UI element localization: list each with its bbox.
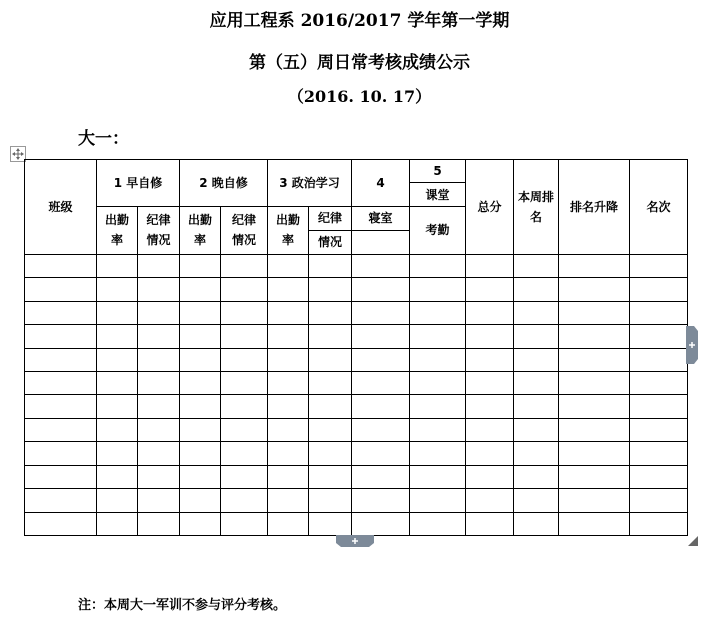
table-cell[interactable]	[180, 489, 221, 512]
table-cell[interactable]	[268, 465, 309, 488]
table-cell[interactable]	[268, 371, 309, 394]
section-label: 大一：	[78, 129, 129, 149]
table-cell[interactable]	[309, 512, 352, 535]
table-cell[interactable]	[514, 348, 559, 371]
table-cell[interactable]	[25, 442, 97, 465]
table-cell[interactable]	[180, 465, 221, 488]
table-cell[interactable]	[97, 254, 138, 277]
table-cell[interactable]	[97, 512, 138, 535]
table-cell[interactable]	[630, 254, 688, 277]
table-cell[interactable]	[97, 442, 138, 465]
table-cell[interactable]	[138, 489, 180, 512]
table-row	[25, 442, 688, 465]
header-discipline-3-bottom: 情况	[317, 235, 342, 250]
table-cell[interactable]	[138, 371, 180, 394]
table-cell[interactable]	[630, 348, 688, 371]
table-cell[interactable]	[138, 278, 180, 301]
table-cell[interactable]	[410, 465, 466, 488]
header-dorm-number: 4	[352, 160, 410, 207]
header-dorm: 寝室	[352, 207, 409, 231]
table-cell[interactable]	[410, 348, 466, 371]
header-attendance-2: 出勤率	[180, 206, 221, 254]
table-cell[interactable]	[97, 465, 138, 488]
table-cell[interactable]	[559, 489, 630, 512]
table-cell[interactable]	[25, 465, 97, 488]
table-cell[interactable]	[630, 371, 688, 394]
header-class: 班级	[25, 160, 97, 255]
table-cell[interactable]	[25, 489, 97, 512]
table-row	[25, 489, 688, 512]
table-cell[interactable]	[221, 348, 268, 371]
table-cell[interactable]	[309, 371, 352, 394]
add-column-handle[interactable]	[686, 326, 698, 364]
table-cell[interactable]	[180, 512, 221, 535]
document-heading: 第（五）周日常考核成绩公示	[249, 53, 470, 73]
table-cell[interactable]	[466, 465, 514, 488]
table-cell[interactable]	[514, 489, 559, 512]
table-cell[interactable]	[25, 395, 97, 418]
table-cell[interactable]	[410, 418, 466, 441]
table-cell[interactable]	[221, 418, 268, 441]
table-cell[interactable]	[97, 325, 138, 348]
header-discipline-3-top: 纪律	[309, 207, 351, 231]
table-cell[interactable]	[630, 278, 688, 301]
table-cell[interactable]	[410, 442, 466, 465]
table-cell[interactable]	[309, 442, 352, 465]
table-cell[interactable]	[630, 512, 688, 535]
table-cell[interactable]	[514, 512, 559, 535]
table-cell[interactable]	[97, 301, 138, 324]
table-cell[interactable]	[97, 278, 138, 301]
document-title: 应用工程系 2016/2017 学年第一学期	[209, 11, 510, 31]
table-cell[interactable]	[410, 301, 466, 324]
table-cell[interactable]	[221, 301, 268, 324]
table-cell[interactable]	[25, 512, 97, 535]
table-cell[interactable]	[221, 371, 268, 394]
table-cell[interactable]	[514, 278, 559, 301]
table-cell[interactable]	[268, 348, 309, 371]
table-cell[interactable]	[309, 325, 352, 348]
table-cell[interactable]	[514, 325, 559, 348]
table-row	[25, 278, 688, 301]
table-cell[interactable]	[97, 418, 138, 441]
table-cell[interactable]	[466, 371, 514, 394]
table-cell[interactable]	[559, 418, 630, 441]
table-cell[interactable]	[410, 254, 466, 277]
table-cell[interactable]	[466, 348, 514, 371]
table-row	[25, 348, 688, 371]
table-cell[interactable]	[466, 325, 514, 348]
table-row	[25, 395, 688, 418]
table-cell[interactable]	[559, 465, 630, 488]
table-cell[interactable]	[138, 442, 180, 465]
table-cell[interactable]	[559, 371, 630, 394]
table-cell[interactable]	[559, 301, 630, 324]
table-cell[interactable]	[25, 301, 97, 324]
table-row	[25, 371, 688, 394]
table-cell[interactable]	[466, 301, 514, 324]
table-cell[interactable]	[138, 301, 180, 324]
table-row	[25, 254, 688, 277]
table-cell[interactable]	[221, 395, 268, 418]
table-cell[interactable]	[352, 395, 410, 418]
table-cell[interactable]	[630, 395, 688, 418]
table-row	[25, 418, 688, 441]
header-class-attendance-bottom: 考勤	[410, 206, 466, 254]
table-cell[interactable]	[630, 442, 688, 465]
table-cell[interactable]	[466, 254, 514, 277]
table-row	[25, 512, 688, 535]
header-weekly-rank: 本周排名	[514, 160, 559, 255]
table-cell[interactable]	[466, 442, 514, 465]
table-cell[interactable]	[410, 278, 466, 301]
table-cell[interactable]	[559, 395, 630, 418]
table-cell[interactable]	[138, 465, 180, 488]
table-cell[interactable]	[180, 371, 221, 394]
table-cell[interactable]	[25, 371, 97, 394]
table-cell[interactable]	[559, 254, 630, 277]
table-cell[interactable]	[630, 465, 688, 488]
score-table	[24, 159, 688, 536]
header-political-study: 3 政治学习	[268, 160, 352, 207]
table-cell[interactable]	[268, 512, 309, 535]
table-cell[interactable]	[514, 465, 559, 488]
table-cell[interactable]	[309, 348, 352, 371]
table-cell[interactable]	[268, 489, 309, 512]
table-cell[interactable]	[352, 442, 410, 465]
table-cell[interactable]	[180, 278, 221, 301]
table-cell[interactable]	[559, 278, 630, 301]
table-cell[interactable]	[97, 348, 138, 371]
table-cell[interactable]	[466, 489, 514, 512]
table-cell[interactable]	[559, 442, 630, 465]
table-cell[interactable]	[180, 395, 221, 418]
table-cell[interactable]	[352, 489, 410, 512]
table-cell[interactable]	[25, 278, 97, 301]
table-cell[interactable]	[352, 512, 410, 535]
table-cell[interactable]	[352, 325, 410, 348]
header-evening-study: 2 晚自修	[180, 160, 268, 207]
table-cell[interactable]	[138, 512, 180, 535]
table-cell[interactable]	[630, 301, 688, 324]
table-cell[interactable]	[466, 418, 514, 441]
table-cell[interactable]	[309, 254, 352, 277]
table-cell[interactable]	[180, 301, 221, 324]
table-cell[interactable]	[352, 371, 410, 394]
table-cell[interactable]	[221, 489, 268, 512]
table-cell[interactable]	[466, 395, 514, 418]
table-cell[interactable]	[352, 418, 410, 441]
header-dorm-empty	[352, 231, 409, 254]
table-cell[interactable]	[514, 442, 559, 465]
table-cell[interactable]	[352, 348, 410, 371]
document-date: （2016. 10. 17）	[287, 87, 432, 106]
table-cell[interactable]	[309, 278, 352, 301]
table-cell[interactable]	[268, 325, 309, 348]
table-cell[interactable]	[559, 512, 630, 535]
table-cell[interactable]	[309, 395, 352, 418]
table-cell[interactable]	[410, 395, 466, 418]
table-cell[interactable]	[410, 489, 466, 512]
table-cell[interactable]	[97, 395, 138, 418]
table-cell[interactable]	[221, 278, 268, 301]
header-attendance-3: 出勤率	[268, 206, 309, 254]
table-cell[interactable]	[25, 254, 97, 277]
table-cell[interactable]	[559, 325, 630, 348]
table-cell[interactable]	[410, 512, 466, 535]
table-cell[interactable]	[630, 325, 688, 348]
table-cell[interactable]	[514, 418, 559, 441]
table-cell[interactable]	[138, 254, 180, 277]
table-cell[interactable]	[25, 348, 97, 371]
table-cell[interactable]	[97, 489, 138, 512]
table-cell[interactable]	[309, 301, 352, 324]
table-cell[interactable]	[559, 348, 630, 371]
table-cell[interactable]	[268, 278, 309, 301]
header-morning-study: 1 早自修	[97, 160, 180, 207]
header-discipline-2: 纪律情况	[221, 206, 268, 254]
table-cell[interactable]	[221, 442, 268, 465]
table-cell[interactable]	[352, 301, 410, 324]
table-cell[interactable]	[138, 418, 180, 441]
header-attendance-1: 出勤率	[97, 206, 138, 254]
table-cell[interactable]	[221, 325, 268, 348]
table-cell[interactable]	[180, 325, 221, 348]
table-row	[25, 301, 688, 324]
table-cell[interactable]	[630, 418, 688, 441]
table-cell[interactable]	[138, 348, 180, 371]
header-class-attendance-top: 课堂	[425, 187, 450, 202]
table-cell[interactable]	[514, 371, 559, 394]
table-cell[interactable]	[268, 418, 309, 441]
table-cell[interactable]	[268, 301, 309, 324]
resize-corner-icon[interactable]	[688, 536, 698, 546]
table-cell[interactable]	[180, 254, 221, 277]
table-cell[interactable]	[268, 254, 309, 277]
table-cell[interactable]	[309, 465, 352, 488]
table-cell[interactable]	[309, 489, 352, 512]
table-cell[interactable]	[309, 418, 352, 441]
table-row	[25, 325, 688, 348]
table-cell[interactable]	[180, 418, 221, 441]
table-cell[interactable]	[352, 278, 410, 301]
table-cell[interactable]	[268, 395, 309, 418]
table-row	[25, 465, 688, 488]
header-rank-change: 排名升降	[559, 160, 630, 255]
table-cell[interactable]	[221, 512, 268, 535]
header-discipline-1: 纪律情况	[138, 206, 180, 254]
table-cell[interactable]	[514, 395, 559, 418]
table-cell[interactable]	[268, 442, 309, 465]
table-cell[interactable]	[97, 371, 138, 394]
table-cell[interactable]	[221, 465, 268, 488]
table-cell[interactable]	[221, 254, 268, 277]
table-cell[interactable]	[138, 395, 180, 418]
table-cell[interactable]	[410, 325, 466, 348]
table-cell[interactable]	[630, 489, 688, 512]
table-cell[interactable]	[514, 301, 559, 324]
add-row-handle[interactable]	[336, 535, 374, 547]
table-cell[interactable]	[410, 371, 466, 394]
table-cell[interactable]	[352, 465, 410, 488]
table-cell[interactable]	[25, 418, 97, 441]
header-class-attendance-number: 5	[410, 160, 465, 183]
header-total: 总分	[466, 160, 514, 255]
table-cell[interactable]	[25, 325, 97, 348]
table-cell[interactable]	[466, 278, 514, 301]
table-cell[interactable]	[180, 348, 221, 371]
header-place: 名次	[630, 160, 688, 255]
footnote: 注：本周大一军训不参与评分考核。	[78, 598, 287, 613]
table-cell[interactable]	[466, 512, 514, 535]
table-cell[interactable]	[138, 325, 180, 348]
table-cell[interactable]	[180, 442, 221, 465]
table-cell[interactable]	[352, 254, 410, 277]
table-cell[interactable]	[514, 254, 559, 277]
